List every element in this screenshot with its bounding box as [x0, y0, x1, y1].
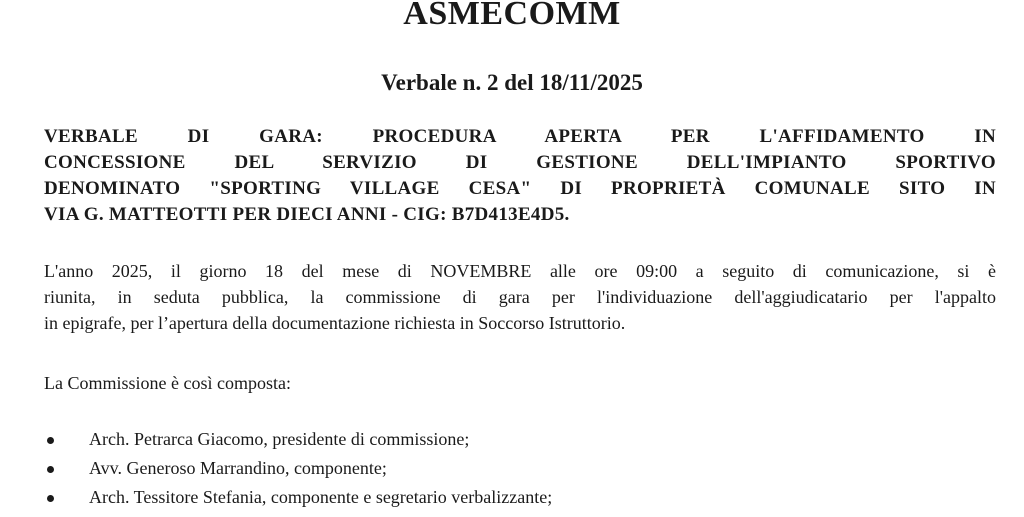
list-item: [44, 483, 552, 512]
subject-line: VERBALE DI GARA: PROCEDURA APERTA PER L'AFFIDAMENTO IN: [44, 126, 996, 147]
members-list: [44, 425, 552, 512]
list-item: [44, 454, 552, 483]
subject-heading: [44, 124, 996, 228]
list-item: [44, 425, 552, 454]
bullet-icon: [47, 495, 54, 502]
member-text: Avv. Generoso Marrandino, componente;: [89, 458, 387, 478]
intro-line: riunita, in seduta pubblica, la commissione di gara per l'individuazione dell'aggiudicatario per l'appalto: [44, 287, 996, 307]
member-text: Arch. Tessitore Stefania, componente e segretario verbalizzante;: [89, 487, 553, 507]
subject-line: VIA G. MATTEOTTI PER DIECI ANNI - CIG: B7D413E4D5.: [44, 204, 570, 225]
member-text: Arch. Petrarca Giacomo, presidente di commissione;: [89, 429, 470, 449]
minutes-title: Verbale n. 2 del 18/11/2025: [381, 70, 643, 95]
intro-line: L'anno 2025, il giorno 18 del mese di NOVEMBRE alle ore 09:00 a seguito di comunicazione, si è: [44, 261, 996, 281]
bullet-icon: [47, 437, 54, 444]
subject-line: DENOMINATO "SPORTING VILLAGE CESA" DI PROPRIETÀ COMUNALE SITO IN: [44, 178, 996, 199]
subject-line: CONCESSIONE DEL SERVIZIO DI GESTIONE DELL'IMPIANTO SPORTIVO: [44, 152, 996, 173]
intro-line: in epigrafe, per l’apertura della documentazione richiesta in Soccorso Istruttorio.: [44, 313, 626, 333]
bullet-icon: [47, 466, 54, 473]
organization-title: ASMECOMM: [403, 0, 621, 32]
composition-label: La Commissione è così composta:: [44, 373, 291, 393]
intro-paragraph: [44, 258, 996, 336]
